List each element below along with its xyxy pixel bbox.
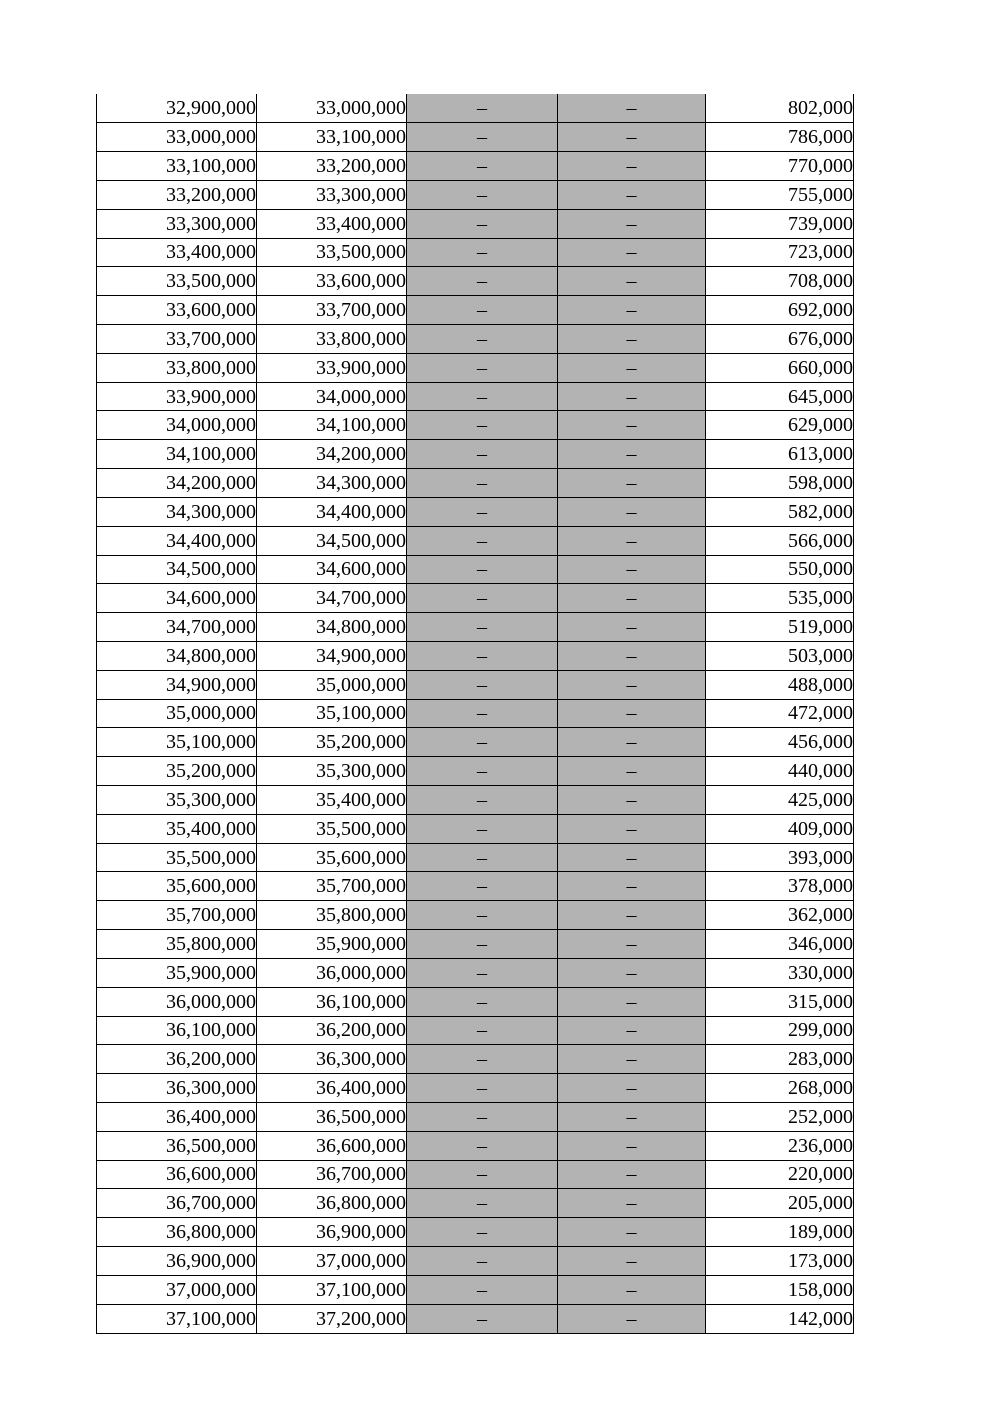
range-end-cell: 34,800,000 (257, 613, 407, 642)
table-row (97, 699, 854, 728)
amount-cell: 283,000 (706, 1045, 854, 1074)
range-end-cell: 35,300,000 (257, 757, 407, 786)
range-end-cell: 34,500,000 (257, 526, 407, 555)
range-start-cell: 34,500,000 (97, 555, 257, 584)
range-end-cell: 35,200,000 (257, 728, 407, 757)
table-row (97, 1102, 854, 1131)
amount-cell: 268,000 (706, 1074, 854, 1103)
amount-cell: 158,000 (706, 1275, 854, 1304)
table-row (97, 670, 854, 699)
table-row (97, 930, 854, 959)
range-end-cell: 35,100,000 (257, 699, 407, 728)
dash-b-cell: – (558, 901, 706, 930)
table-row (97, 1218, 854, 1247)
range-end-cell: 34,400,000 (257, 497, 407, 526)
amount-cell: 330,000 (706, 958, 854, 987)
table-row (97, 497, 854, 526)
dash-a-cell: – (407, 497, 558, 526)
range-end-cell: 33,500,000 (257, 238, 407, 267)
table-row (97, 901, 854, 930)
table-row (97, 814, 854, 843)
dash-b-cell: – (558, 584, 706, 613)
dash-b-cell: – (558, 1131, 706, 1160)
dash-b-cell: – (558, 1189, 706, 1218)
dash-b-cell: – (558, 670, 706, 699)
range-start-cell: 33,800,000 (97, 353, 257, 382)
dash-b-cell: – (558, 1304, 706, 1333)
amount-cell: 503,000 (706, 641, 854, 670)
amount-cell: 456,000 (706, 728, 854, 757)
range-start-cell: 33,500,000 (97, 267, 257, 296)
range-start-cell: 33,300,000 (97, 209, 257, 238)
dash-b-cell: – (558, 296, 706, 325)
range-end-cell: 35,400,000 (257, 786, 407, 815)
amount-cell: 362,000 (706, 901, 854, 930)
dash-a-cell: – (407, 411, 558, 440)
dash-b-cell: – (558, 613, 706, 642)
dash-b-cell: – (558, 930, 706, 959)
range-start-cell: 36,300,000 (97, 1074, 257, 1103)
table-row (97, 641, 854, 670)
range-start-cell: 35,000,000 (97, 699, 257, 728)
dash-a-cell: – (407, 382, 558, 411)
dash-a-cell: – (407, 296, 558, 325)
table-row (97, 152, 854, 181)
dash-a-cell: – (407, 238, 558, 267)
table-row (97, 94, 854, 123)
table-row (97, 296, 854, 325)
dash-b-cell: – (558, 94, 706, 123)
table-row (97, 1016, 854, 1045)
amount-cell: 205,000 (706, 1189, 854, 1218)
table-row (97, 382, 854, 411)
amount-cell: 519,000 (706, 613, 854, 642)
table-row (97, 267, 854, 296)
dash-a-cell: – (407, 901, 558, 930)
dash-a-cell: – (407, 1189, 558, 1218)
dash-a-cell: – (407, 94, 558, 123)
rate-table (96, 94, 854, 1334)
table-row (97, 1160, 854, 1189)
amount-cell: 472,000 (706, 699, 854, 728)
range-start-cell: 32,900,000 (97, 94, 257, 123)
dash-a-cell: – (407, 872, 558, 901)
table-row (97, 987, 854, 1016)
range-end-cell: 36,400,000 (257, 1074, 407, 1103)
table-row (97, 209, 854, 238)
table-row (97, 1131, 854, 1160)
dash-b-cell: – (558, 267, 706, 296)
dash-b-cell: – (558, 238, 706, 267)
amount-cell: 220,000 (706, 1160, 854, 1189)
range-end-cell: 36,800,000 (257, 1189, 407, 1218)
dash-b-cell: – (558, 843, 706, 872)
range-start-cell: 34,300,000 (97, 497, 257, 526)
range-end-cell: 34,700,000 (257, 584, 407, 613)
dash-a-cell: – (407, 353, 558, 382)
range-start-cell: 35,600,000 (97, 872, 257, 901)
dash-b-cell: – (558, 641, 706, 670)
amount-cell: 252,000 (706, 1102, 854, 1131)
amount-cell: 770,000 (706, 152, 854, 181)
table-row (97, 411, 854, 440)
range-start-cell: 36,400,000 (97, 1102, 257, 1131)
dash-a-cell: – (407, 814, 558, 843)
range-end-cell: 36,300,000 (257, 1045, 407, 1074)
dash-b-cell: – (558, 1160, 706, 1189)
dash-b-cell: – (558, 814, 706, 843)
table-row (97, 1045, 854, 1074)
amount-cell: 692,000 (706, 296, 854, 325)
amount-cell: 346,000 (706, 930, 854, 959)
range-start-cell: 34,800,000 (97, 641, 257, 670)
amount-cell: 142,000 (706, 1304, 854, 1333)
dash-a-cell: – (407, 180, 558, 209)
dash-a-cell: – (407, 843, 558, 872)
dash-a-cell: – (407, 958, 558, 987)
dash-a-cell: – (407, 641, 558, 670)
dash-b-cell: – (558, 786, 706, 815)
table-row (97, 555, 854, 584)
dash-b-cell: – (558, 757, 706, 786)
dash-a-cell: – (407, 267, 558, 296)
range-end-cell: 35,700,000 (257, 872, 407, 901)
range-end-cell: 37,000,000 (257, 1247, 407, 1276)
dash-a-cell: – (407, 469, 558, 498)
dash-a-cell: – (407, 613, 558, 642)
amount-cell: 598,000 (706, 469, 854, 498)
range-start-cell: 34,700,000 (97, 613, 257, 642)
dash-a-cell: – (407, 1016, 558, 1045)
range-start-cell: 37,100,000 (97, 1304, 257, 1333)
range-start-cell: 35,300,000 (97, 786, 257, 815)
amount-cell: 550,000 (706, 555, 854, 584)
range-start-cell: 35,500,000 (97, 843, 257, 872)
rate-table-body (97, 94, 854, 1334)
range-start-cell: 36,100,000 (97, 1016, 257, 1045)
range-start-cell: 34,600,000 (97, 584, 257, 613)
range-end-cell: 34,200,000 (257, 440, 407, 469)
amount-cell: 613,000 (706, 440, 854, 469)
dash-a-cell: – (407, 757, 558, 786)
table-row (97, 872, 854, 901)
dash-a-cell: – (407, 987, 558, 1016)
dash-a-cell: – (407, 152, 558, 181)
range-start-cell: 35,700,000 (97, 901, 257, 930)
range-start-cell: 36,800,000 (97, 1218, 257, 1247)
dash-b-cell: – (558, 180, 706, 209)
amount-cell: 708,000 (706, 267, 854, 296)
dash-a-cell: – (407, 1102, 558, 1131)
amount-cell: 378,000 (706, 872, 854, 901)
dash-b-cell: – (558, 872, 706, 901)
dash-a-cell: – (407, 699, 558, 728)
dash-a-cell: – (407, 930, 558, 959)
amount-cell: 802,000 (706, 94, 854, 123)
amount-cell: 582,000 (706, 497, 854, 526)
range-end-cell: 37,200,000 (257, 1304, 407, 1333)
amount-cell: 660,000 (706, 353, 854, 382)
dash-b-cell: – (558, 497, 706, 526)
table-row (97, 613, 854, 642)
amount-cell: 315,000 (706, 987, 854, 1016)
dash-a-cell: – (407, 670, 558, 699)
range-start-cell: 36,200,000 (97, 1045, 257, 1074)
amount-cell: 488,000 (706, 670, 854, 699)
amount-cell: 535,000 (706, 584, 854, 613)
range-end-cell: 36,500,000 (257, 1102, 407, 1131)
range-end-cell: 33,400,000 (257, 209, 407, 238)
range-end-cell: 35,900,000 (257, 930, 407, 959)
table-row (97, 958, 854, 987)
range-end-cell: 35,600,000 (257, 843, 407, 872)
dash-b-cell: – (558, 987, 706, 1016)
range-end-cell: 36,700,000 (257, 1160, 407, 1189)
dash-b-cell: – (558, 1218, 706, 1247)
table-row (97, 1275, 854, 1304)
table-row (97, 180, 854, 209)
range-end-cell: 36,600,000 (257, 1131, 407, 1160)
dash-b-cell: – (558, 123, 706, 152)
dash-a-cell: – (407, 1045, 558, 1074)
range-start-cell: 35,100,000 (97, 728, 257, 757)
amount-cell: 189,000 (706, 1218, 854, 1247)
dash-b-cell: – (558, 353, 706, 382)
range-end-cell: 34,900,000 (257, 641, 407, 670)
dash-a-cell: – (407, 584, 558, 613)
dash-a-cell: – (407, 325, 558, 354)
range-start-cell: 34,000,000 (97, 411, 257, 440)
table-row (97, 786, 854, 815)
range-start-cell: 33,200,000 (97, 180, 257, 209)
range-end-cell: 36,900,000 (257, 1218, 407, 1247)
amount-cell: 723,000 (706, 238, 854, 267)
dash-a-cell: – (407, 1074, 558, 1103)
range-start-cell: 35,200,000 (97, 757, 257, 786)
range-end-cell: 36,000,000 (257, 958, 407, 987)
table-row (97, 238, 854, 267)
table-row (97, 123, 854, 152)
table-row (97, 325, 854, 354)
range-end-cell: 33,100,000 (257, 123, 407, 152)
dash-a-cell: – (407, 1160, 558, 1189)
range-start-cell: 35,900,000 (97, 958, 257, 987)
amount-cell: 786,000 (706, 123, 854, 152)
table-row (97, 584, 854, 613)
dash-a-cell: – (407, 209, 558, 238)
range-start-cell: 34,400,000 (97, 526, 257, 555)
amount-cell: 409,000 (706, 814, 854, 843)
range-end-cell: 34,000,000 (257, 382, 407, 411)
range-start-cell: 37,000,000 (97, 1275, 257, 1304)
range-end-cell: 35,800,000 (257, 901, 407, 930)
dash-b-cell: – (558, 699, 706, 728)
table-row (97, 728, 854, 757)
dash-a-cell: – (407, 123, 558, 152)
amount-cell: 566,000 (706, 526, 854, 555)
range-end-cell: 34,300,000 (257, 469, 407, 498)
dash-b-cell: – (558, 325, 706, 354)
table-row (97, 469, 854, 498)
range-start-cell: 36,600,000 (97, 1160, 257, 1189)
range-start-cell: 36,700,000 (97, 1189, 257, 1218)
range-start-cell: 33,000,000 (97, 123, 257, 152)
table-row (97, 843, 854, 872)
dash-b-cell: – (558, 1102, 706, 1131)
dash-a-cell: – (407, 526, 558, 555)
dash-b-cell: – (558, 1275, 706, 1304)
table-row (97, 353, 854, 382)
dash-a-cell: – (407, 1131, 558, 1160)
range-end-cell: 34,100,000 (257, 411, 407, 440)
range-start-cell: 36,500,000 (97, 1131, 257, 1160)
amount-cell: 629,000 (706, 411, 854, 440)
range-end-cell: 36,100,000 (257, 987, 407, 1016)
range-start-cell: 33,900,000 (97, 382, 257, 411)
dash-a-cell: – (407, 1275, 558, 1304)
range-end-cell: 33,300,000 (257, 180, 407, 209)
amount-cell: 299,000 (706, 1016, 854, 1045)
amount-cell: 755,000 (706, 180, 854, 209)
dash-a-cell: – (407, 440, 558, 469)
range-end-cell: 33,000,000 (257, 94, 407, 123)
dash-b-cell: – (558, 411, 706, 440)
range-start-cell: 35,400,000 (97, 814, 257, 843)
dash-b-cell: – (558, 152, 706, 181)
dash-b-cell: – (558, 1074, 706, 1103)
range-end-cell: 33,700,000 (257, 296, 407, 325)
dash-b-cell: – (558, 728, 706, 757)
dash-a-cell: – (407, 1247, 558, 1276)
table-row (97, 757, 854, 786)
amount-cell: 393,000 (706, 843, 854, 872)
table-row (97, 1247, 854, 1276)
range-start-cell: 35,800,000 (97, 930, 257, 959)
dash-a-cell: – (407, 555, 558, 584)
range-start-cell: 34,900,000 (97, 670, 257, 699)
table-row (97, 440, 854, 469)
range-start-cell: 34,100,000 (97, 440, 257, 469)
range-start-cell: 33,700,000 (97, 325, 257, 354)
range-end-cell: 33,800,000 (257, 325, 407, 354)
table-row (97, 1304, 854, 1333)
table-row (97, 526, 854, 555)
dash-b-cell: – (558, 1247, 706, 1276)
amount-cell: 236,000 (706, 1131, 854, 1160)
range-end-cell: 34,600,000 (257, 555, 407, 584)
dash-a-cell: – (407, 786, 558, 815)
table-row (97, 1074, 854, 1103)
dash-b-cell: – (558, 469, 706, 498)
range-start-cell: 36,000,000 (97, 987, 257, 1016)
range-start-cell: 33,600,000 (97, 296, 257, 325)
dash-b-cell: – (558, 382, 706, 411)
amount-cell: 173,000 (706, 1247, 854, 1276)
range-start-cell: 34,200,000 (97, 469, 257, 498)
range-start-cell: 33,400,000 (97, 238, 257, 267)
range-end-cell: 37,100,000 (257, 1275, 407, 1304)
amount-cell: 645,000 (706, 382, 854, 411)
table-row (97, 1189, 854, 1218)
range-end-cell: 36,200,000 (257, 1016, 407, 1045)
range-start-cell: 36,900,000 (97, 1247, 257, 1276)
amount-cell: 425,000 (706, 786, 854, 815)
dash-b-cell: – (558, 958, 706, 987)
dash-b-cell: – (558, 209, 706, 238)
range-end-cell: 35,000,000 (257, 670, 407, 699)
range-end-cell: 33,200,000 (257, 152, 407, 181)
dash-a-cell: – (407, 1304, 558, 1333)
range-start-cell: 33,100,000 (97, 152, 257, 181)
dash-a-cell: – (407, 1218, 558, 1247)
dash-b-cell: – (558, 440, 706, 469)
dash-b-cell: – (558, 526, 706, 555)
amount-cell: 676,000 (706, 325, 854, 354)
amount-cell: 739,000 (706, 209, 854, 238)
range-end-cell: 33,600,000 (257, 267, 407, 296)
dash-b-cell: – (558, 555, 706, 584)
dash-b-cell: – (558, 1016, 706, 1045)
amount-cell: 440,000 (706, 757, 854, 786)
dash-a-cell: – (407, 728, 558, 757)
range-end-cell: 35,500,000 (257, 814, 407, 843)
range-end-cell: 33,900,000 (257, 353, 407, 382)
dash-b-cell: – (558, 1045, 706, 1074)
